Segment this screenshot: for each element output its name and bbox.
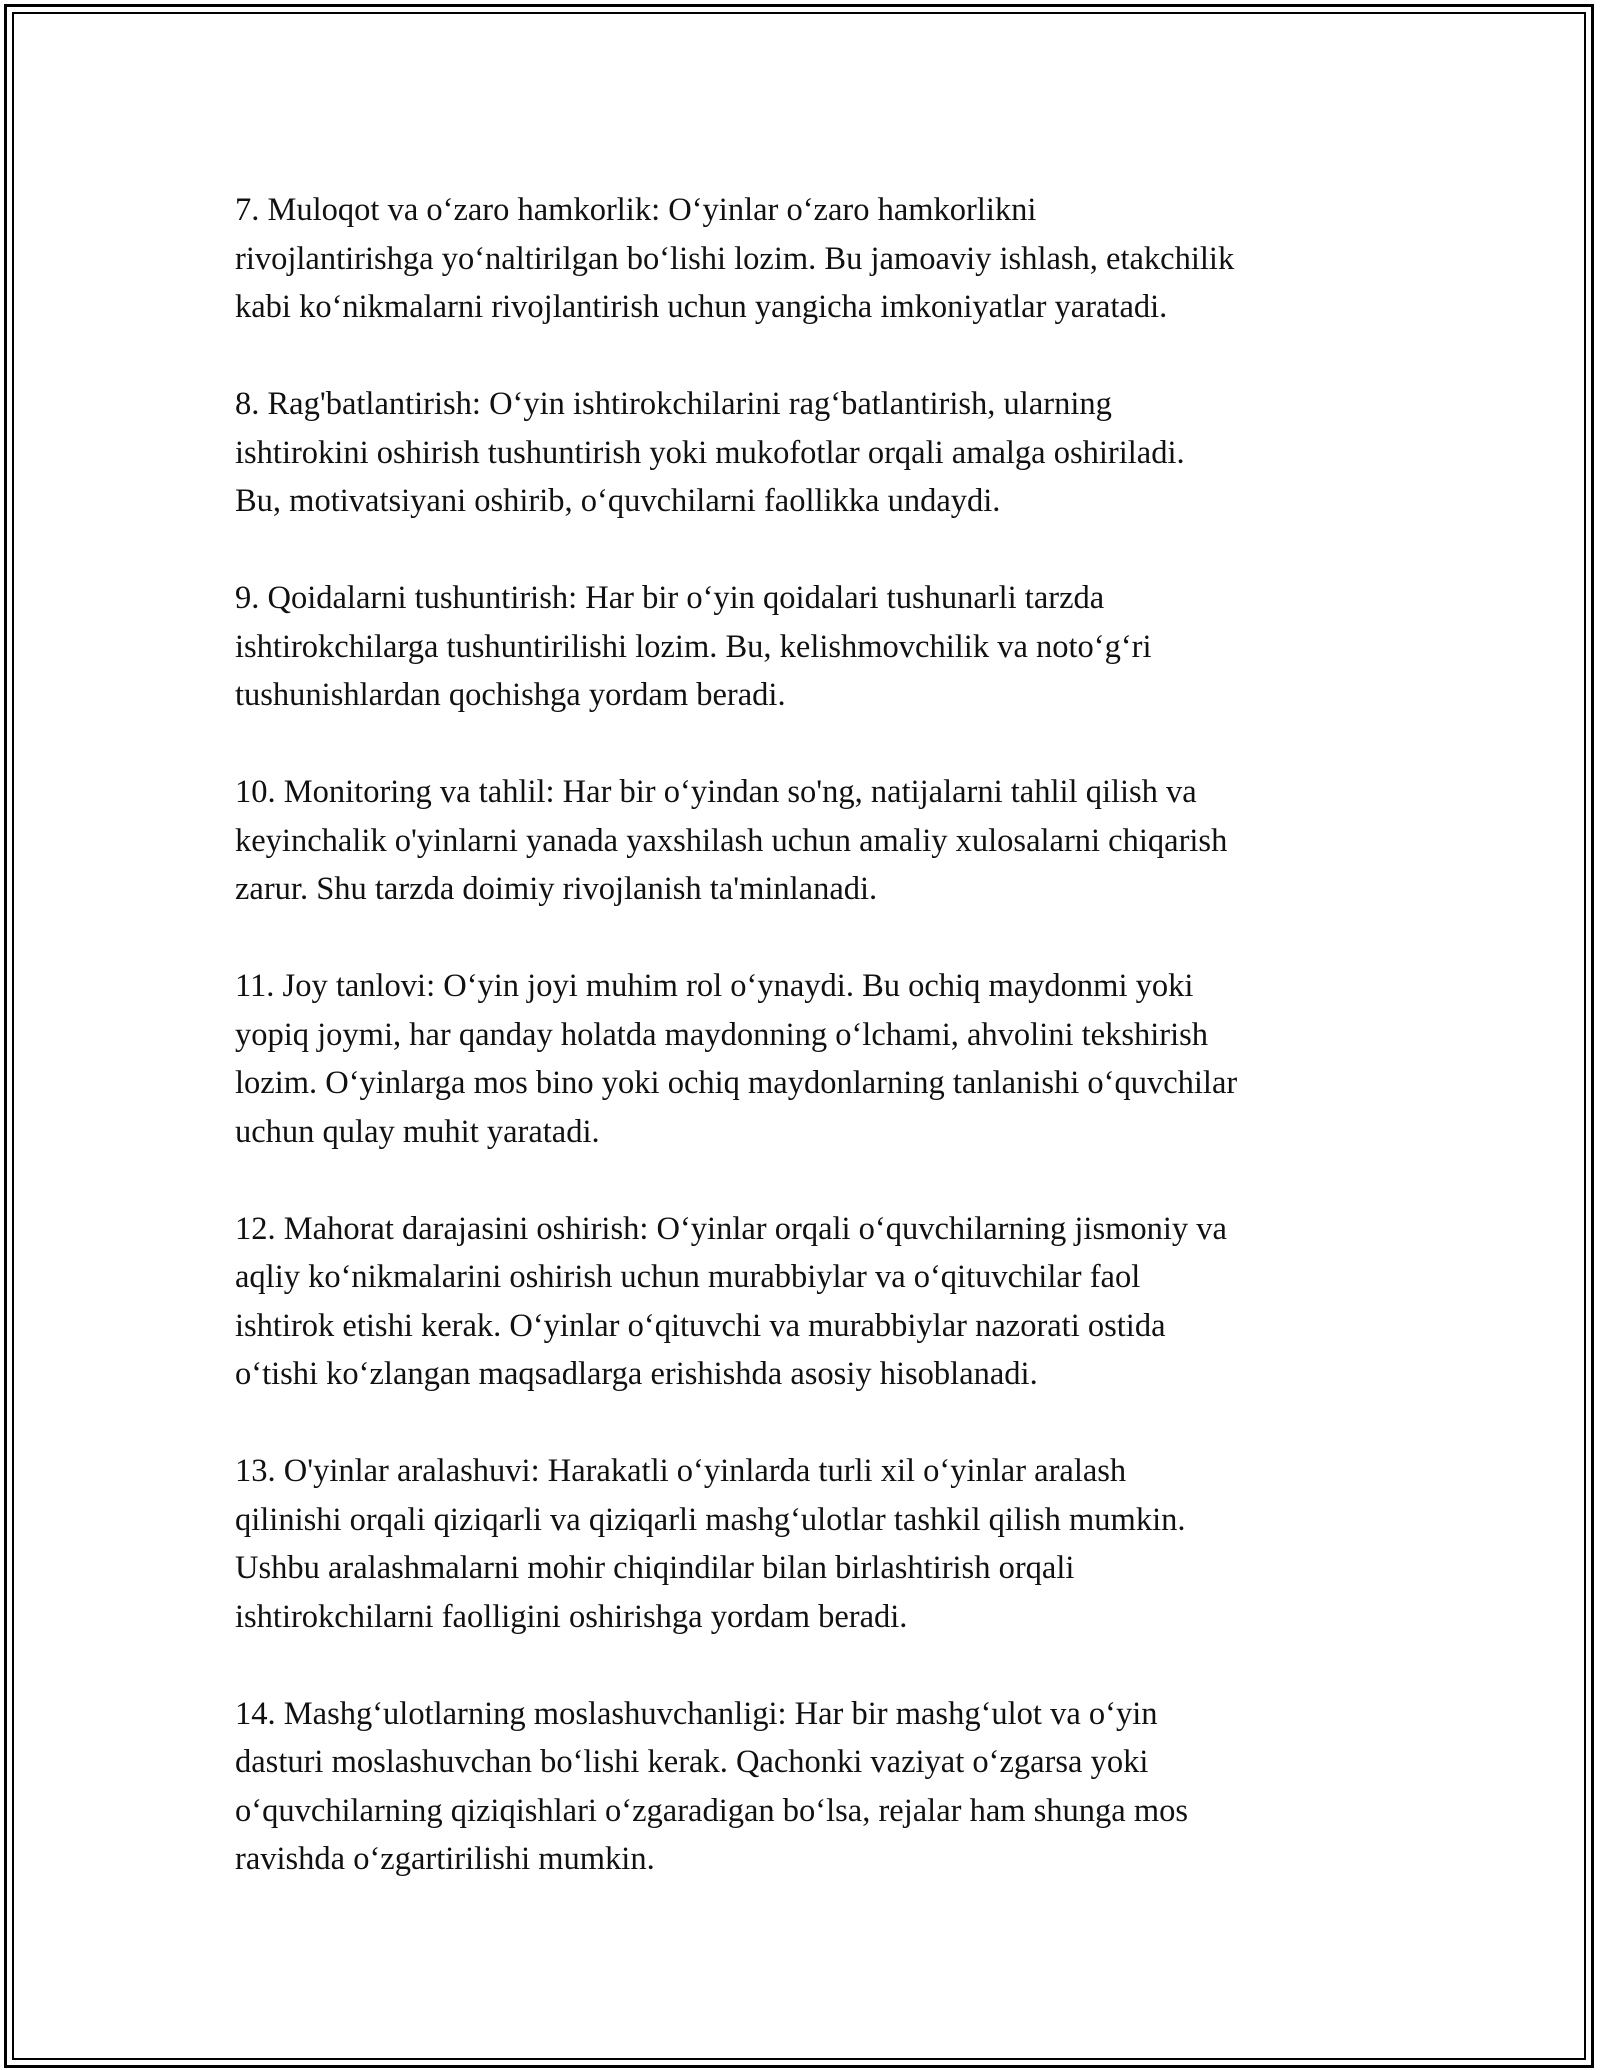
paragraph-line: ishtirok etishi kerak. O‘yinlar o‘qituvchi va murabbiylar nazorati ostida (235, 1307, 1166, 1344)
paragraph-line: 12. Mahorat darajasini oshirish: O‘yinlar orqali o‘quvchilarning jismoniy va (235, 1210, 1227, 1247)
paragraph-7 (235, 186, 1415, 332)
paragraph-14 (235, 1690, 1415, 1884)
paragraph-10 (235, 768, 1415, 914)
paragraph-13 (235, 1447, 1415, 1641)
paragraph-line: aqliy ko‘nikmalarini oshirish uchun murabbiylar va o‘qituvchilar faol (235, 1259, 1141, 1295)
paragraph-line: 14. Mashg‘ulotlarning moslashuvchanligi: Har bir mashg‘ulot va o‘yin (235, 1695, 1158, 1732)
paragraph-line: o‘tishi ko‘zlangan maqsadlarga erishishda asosiy hisoblanadi. (235, 1356, 1038, 1392)
paragraph-line: 10. Monitoring va tahlil: Har bir o‘yindan so'ng, natijalarni tahlil qilish va (235, 774, 1197, 810)
paragraph-line: Bu, motivatsiyani oshirib, o‘quvchilarni faollikka undaydi. (235, 483, 1001, 519)
paragraph-line: rivojlantirishga yo‘naltirilgan bo‘lishi lozim. Bu jamoaviy ishlash, etakchilik (235, 240, 1235, 277)
paragraph-8 (235, 380, 1415, 526)
paragraph-line: kabi ko‘nikmalarni rivojlantirish uchun yangicha imkoniyatlar yaratadi. (235, 289, 1168, 325)
paragraph-line: Ushbu aralashmalarni mohir chiqindilar bilan birlashtirish orqali (235, 1550, 1075, 1586)
paragraph-line: 11. Joy tanlovi: O‘yin joyi muhim rol o‘ynaydi. Bu ochiq maydonmi yoki (235, 968, 1194, 1004)
paragraph-line: tushunishlardan qochishga yordam beradi. (235, 677, 786, 713)
paragraph-line: ishtirokchilarga tushuntirilishi lozim. Bu, kelishmovchilik va noto‘g‘ri (235, 628, 1152, 665)
paragraph-line: qilinishi orqali qiziqarli va qiziqarli mashg‘ulotlar tashkil qilish mumkin. (235, 1501, 1186, 1538)
paragraph-line: keyinchalik o'yinlarni yanada yaxshilash uchun amaliy xulosalarni chiqarish (235, 822, 1228, 859)
paragraph-line: ishtirokini oshirish tushuntirish yoki mukofotlar orqali amalga oshiriladi. (235, 434, 1185, 471)
paragraph-line: 9. Qoidalarni tushuntirish: Har bir o‘yin qoidalari tushunarli tarzda (235, 580, 1105, 616)
paragraph-9 (235, 574, 1415, 720)
paragraph-line: dasturi moslashuvchan bo‘lishi kerak. Qachonki vaziyat o‘zgarsa yoki (235, 1744, 1149, 1780)
paragraph-line: 7. Muloqot va o‘zaro hamkorlik: O‘yinlar o‘zaro hamkorlikni (235, 192, 1037, 228)
paragraph-line: lozim. O‘yinlarga mos bino yoki ochiq maydonlarning tanlanishi o‘quvchilar (235, 1065, 1238, 1101)
document-body (235, 186, 1415, 1884)
paragraph-line: 13. O'yinlar aralashuvi: Harakatli o‘yinlarda turli xil o‘yinlar aralash (235, 1453, 1127, 1489)
paragraph-line: 8. Rag'batlantirish: O‘yin ishtirokchilarini rag‘batlantirish, ularning (235, 386, 1112, 422)
paragraph-line: uchun qulay muhit yaratadi. (235, 1113, 600, 1150)
paragraph-line: yopiq joymi, har qanday holatda maydonning o‘lchami, ahvolini tekshirish (235, 1016, 1209, 1053)
paragraph-line: zarur. Shu tarzda doimiy rivojlanish ta'minlanadi. (235, 871, 878, 907)
paragraph-line: ravishda o‘zgartirilishi mumkin. (235, 1841, 655, 1877)
paragraph-line: o‘quvchilarning qiziqishlari o‘zgaradigan bo‘lsa, rejalar ham shunga mos (235, 1792, 1189, 1829)
paragraph-11 (235, 962, 1415, 1156)
paragraph-line: ishtirokchilarni faolligini oshirishga yordam beradi. (235, 1598, 908, 1635)
paragraph-12 (235, 1205, 1415, 1399)
